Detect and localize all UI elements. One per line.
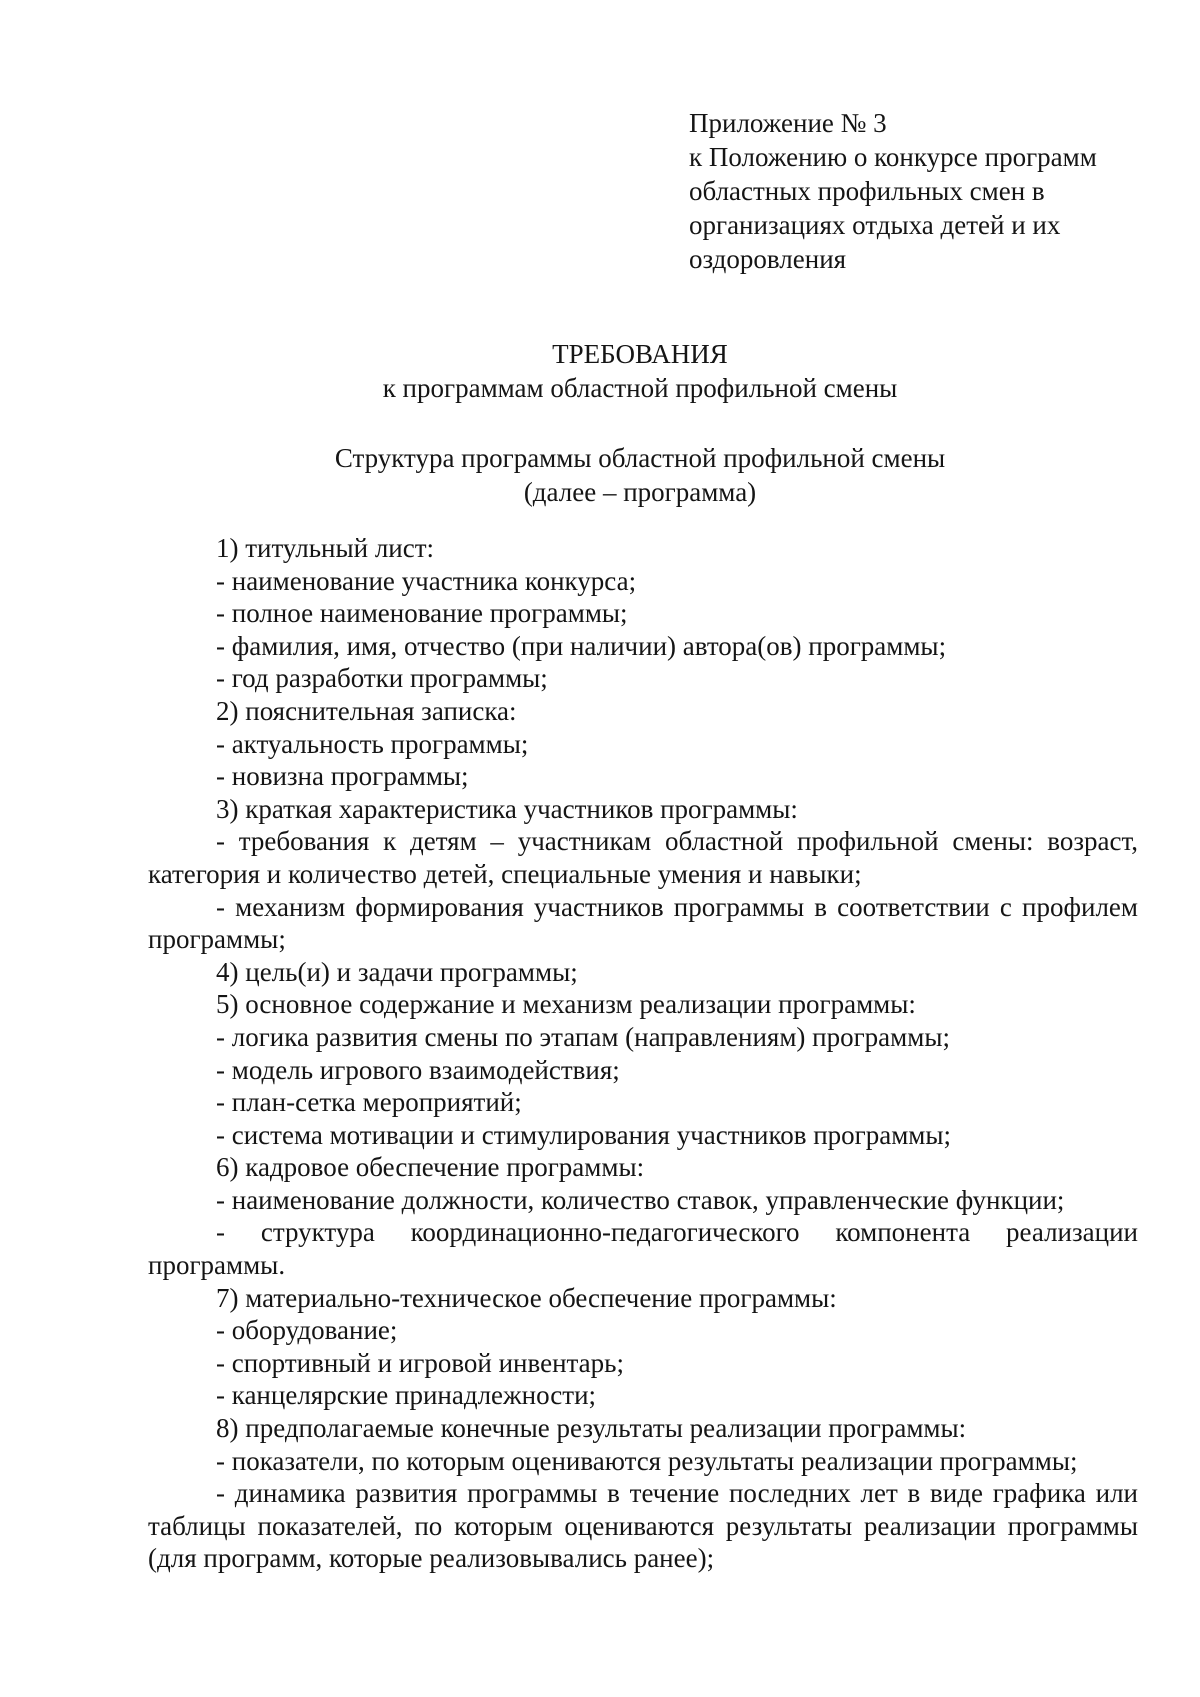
list-item: 2) пояснительная записка:: [216, 695, 517, 726]
list-item: - система мотивации и стимулирования участников программы;: [216, 1119, 952, 1150]
structure-subtitle: (далее – программа): [523, 477, 757, 507]
list-item: 7) материально-техническое обеспечение программы:: [216, 1282, 837, 1313]
list-item: - год разработки программы;: [216, 663, 548, 694]
list-item: - показатели, по которым оцениваются результаты реализации программы;: [216, 1445, 1078, 1476]
list-item: 6) кадровое обеспечение программы:: [216, 1152, 645, 1183]
annex-line: организациях отдыха детей и их: [689, 210, 1061, 240]
list-item: - наименование должности, количество ставок, управленческие функции;: [216, 1184, 1065, 1215]
annex-line: Приложение № 3: [689, 108, 887, 138]
list-item: - динамика развития программы в течение последних лет в виде графика или таблицы показателей, по которым оцениваются результаты реализации программы (для программ, которые реализовывались ранее);: [148, 1478, 1138, 1574]
heading-title: ТРЕБОВАНИЯ: [552, 339, 728, 369]
structure-title: Структура программы областной профильной смены: [334, 443, 946, 473]
list-item: - план-сетка мероприятий;: [216, 1087, 522, 1118]
list-item: - канцелярские принадлежности;: [216, 1380, 597, 1411]
list-item: - логика развития смены по этапам (направлениям) программы;: [216, 1021, 950, 1052]
list-item: 5) основное содержание и механизм реализации программы:: [216, 989, 916, 1020]
list-item: - спортивный и игровой инвентарь;: [216, 1347, 624, 1378]
list-item: - наименование участника конкурса;: [216, 565, 637, 596]
list-item: 3) краткая характеристика участников программы:: [216, 793, 798, 824]
list-item: 4) цель(и) и задачи программы;: [216, 956, 578, 987]
document-heading: [0, 337, 1200, 405]
list-item: - новизна программы;: [216, 761, 469, 792]
list-item: 1) титульный лист:: [216, 533, 435, 563]
list-item: - структура координационно-педагогического компонента реализации программы.: [148, 1217, 1138, 1281]
annex-reference: [689, 106, 1149, 276]
list-item: - актуальность программы;: [216, 728, 529, 759]
list-item: - фамилия, имя, отчество (при наличии) автора(ов) программы;: [216, 630, 947, 661]
annex-line: оздоровления: [689, 244, 847, 274]
structure-heading: [0, 441, 1200, 509]
list-item: - модель игрового взаимодействия;: [216, 1054, 620, 1085]
list-item: - полное наименование программы;: [216, 598, 628, 629]
requirements-list: [148, 532, 1138, 1575]
list-item: - механизм формирования участников программы в соответствии с профилем программы;: [148, 891, 1138, 955]
list-item: - требования к детям – участникам областной профильной смены: возраст, категория и количество детей, специальные умения и навыки;: [148, 826, 1138, 889]
annex-line: областных профильных смен в: [689, 176, 1045, 206]
annex-line: к Положению о конкурсе программ: [689, 142, 1097, 172]
heading-subtitle: к программам областной профильной смены: [382, 373, 898, 403]
list-item: - оборудование;: [216, 1315, 398, 1346]
list-item: 8) предполагаемые конечные результаты реализации программы:: [216, 1413, 967, 1444]
